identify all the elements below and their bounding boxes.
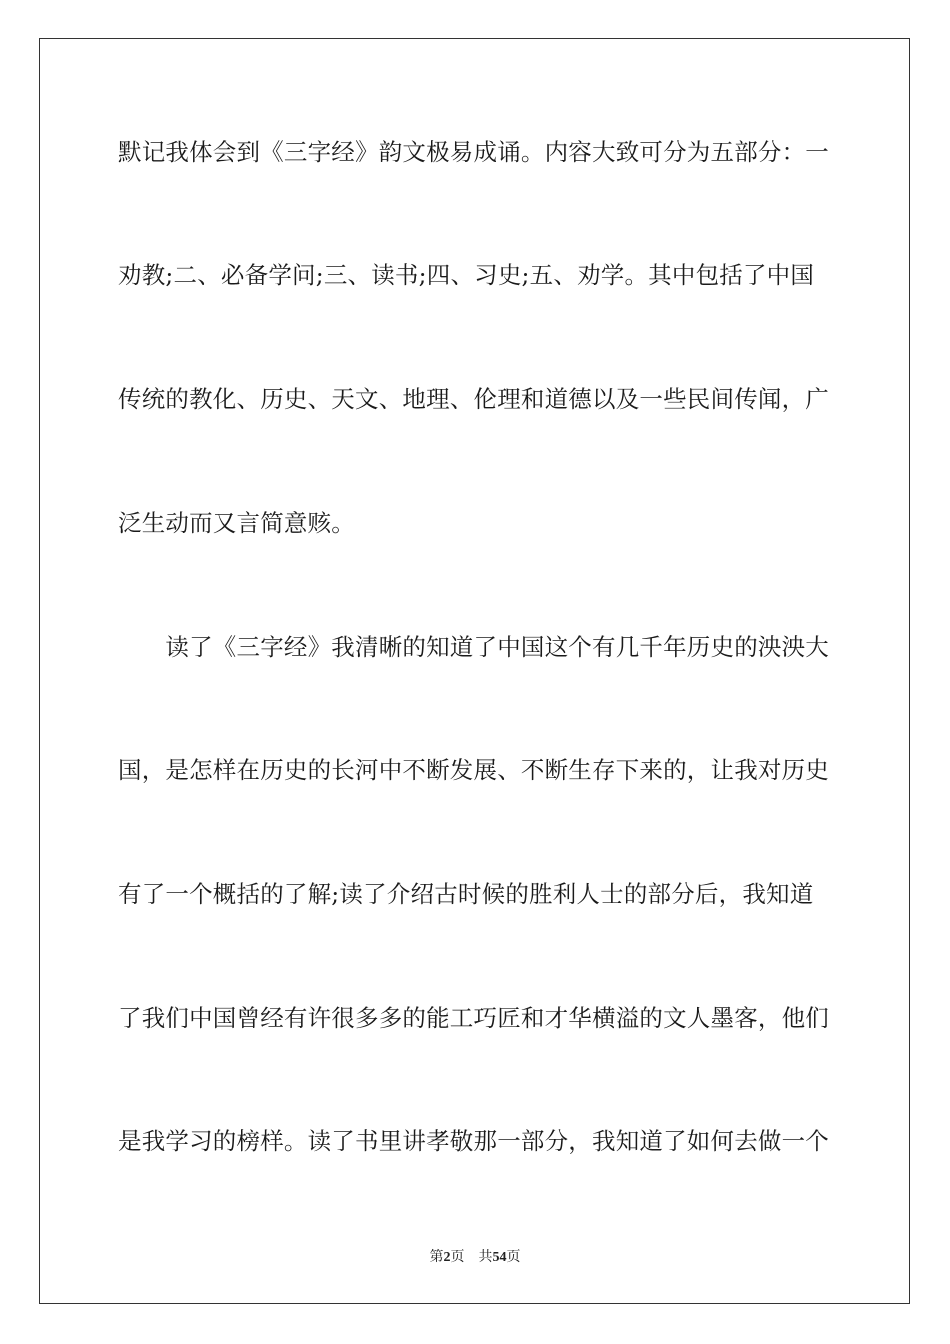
body-text-line: 国，是怎样在历史的长河中不断发展、不断生存下来的，让我对历史 [118, 756, 829, 784]
body-text-line: 了我们中国曾经有许很多多的能工巧匠和才华横溢的文人墨客，他们 [118, 1004, 829, 1032]
body-text-line: 泛生动而又言简意赅。 [118, 509, 355, 537]
body-text-line: 传统的教化、历史、天文、地理、伦理和道德以及一些民间传闻，广 [118, 385, 829, 413]
body-text-line: 劝教;二、必备学问;三、读书;四、习史;五、劝学。其中包括了中国 [118, 261, 815, 289]
page-number: 第2页 [429, 1249, 465, 1265]
body-text-line: 是我学习的榜样。读了书里讲孝敬那一部分，我知道了如何去做一个 [118, 1127, 829, 1155]
body-text-line: 默记我体会到《三字经》韵文极易成诵。内容大致可分为五部分：一 [118, 138, 829, 166]
body-text-line: 有了一个概括的了解;读了介绍古时候的胜利人士的部分后，我知道 [118, 880, 814, 908]
page-border [39, 38, 910, 1304]
body-text-line: 读了《三字经》我清晰的知道了中国这个有几千年历史的泱泱大 [118, 633, 829, 661]
page-total: 共54页 [478, 1249, 521, 1265]
page-footer [0, 1247, 950, 1268]
